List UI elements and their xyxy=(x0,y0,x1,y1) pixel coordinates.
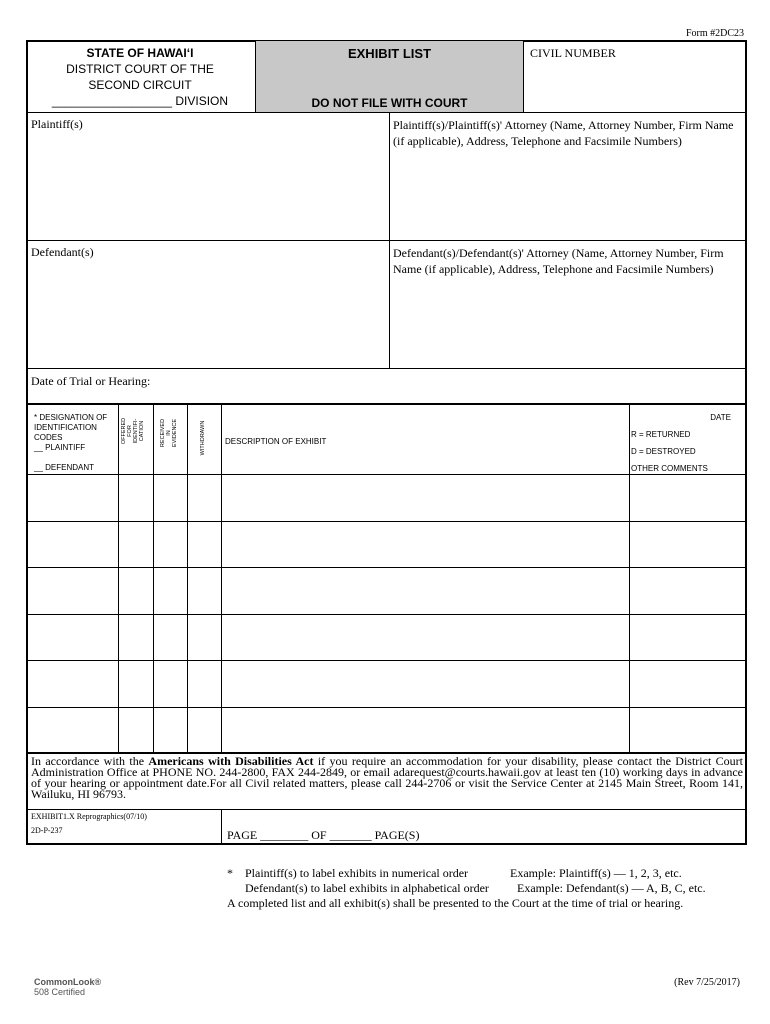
defendant-divider xyxy=(26,368,747,369)
court-line-state: STATE OF HAWAI‘I xyxy=(86,46,194,60)
table-row[interactable] xyxy=(28,569,745,613)
designation-line-3: CODES xyxy=(34,433,63,442)
instruction-defendant: Defendant(s) to label exhibits in alphabetical order xyxy=(245,881,489,895)
table-row[interactable] xyxy=(28,523,745,566)
destroyed-code: D = DESTROYED xyxy=(631,447,696,456)
page-title: EXHIBIT LIST xyxy=(347,46,432,61)
other-comments-label: OTHER COMMENTS xyxy=(631,464,708,473)
ada-notice-before: In accordance with the xyxy=(31,754,149,768)
table-header-bottom xyxy=(26,474,747,475)
court-line-circuit: SECOND CIRCUIT xyxy=(88,78,192,92)
badge-brand: CommonLook® xyxy=(34,977,102,987)
col-description-label: DESCRIPTION OF EXHIBIT xyxy=(225,437,327,446)
table-row[interactable] xyxy=(28,662,745,706)
table-row[interactable] xyxy=(28,709,745,751)
form-number: Form #2DC23 xyxy=(685,28,744,39)
instruction-line-1 xyxy=(227,866,747,881)
civil-number-label: CIVIL NUMBER xyxy=(530,46,616,60)
repro-code: EXHIBIT1.X Reprographics(07/10) xyxy=(31,812,147,821)
row-line-3 xyxy=(26,614,747,615)
designation-defendant: __ DEFENDANT xyxy=(34,463,95,472)
star-marker: * xyxy=(227,866,233,880)
example-plaintiff: Example: Plaintiff(s) — 1, 2, 3, etc. xyxy=(510,866,682,880)
page-box-divider xyxy=(221,809,222,845)
table-row[interactable] xyxy=(28,616,745,659)
plaintiff-field[interactable] xyxy=(30,134,385,236)
col-date-header xyxy=(631,413,745,474)
row-line-2 xyxy=(26,567,747,568)
designation-line-1: * DESIGNATION OF xyxy=(34,413,108,422)
designation-plaintiff: __ PLAINTIFF xyxy=(34,443,86,452)
page-subtitle: DO NOT FILE WITH COURT xyxy=(311,96,468,110)
returned-code: R = RETURNED xyxy=(631,430,691,439)
badge-cert: 508 Certified xyxy=(34,987,86,997)
page-number-line[interactable]: PAGE ________ OF _______ PAGE(S) xyxy=(227,828,420,842)
designation-header xyxy=(34,413,107,473)
date-label: DATE xyxy=(710,413,731,422)
designation-line-2: IDENTIFICATION xyxy=(34,423,97,432)
table-row[interactable] xyxy=(28,476,745,520)
row-line-1 xyxy=(26,521,747,522)
commonlook-badge xyxy=(34,977,101,997)
division-line: __________________ DIVISION xyxy=(51,94,229,108)
form-code: 2D-P-237 xyxy=(31,826,63,835)
row-line-5 xyxy=(26,707,747,708)
header-divider xyxy=(26,112,747,113)
defendant-field[interactable] xyxy=(30,262,385,364)
col-received-label: RECEIVED IN EVIDENCE xyxy=(160,418,178,448)
ada-notice xyxy=(31,756,743,800)
court-heading xyxy=(40,45,240,109)
col-withdrawn-label: WITHDRAWN xyxy=(200,420,206,456)
col-offered-label: OFFERED FOR IDENTIFI- CATION xyxy=(121,417,145,445)
label-instructions xyxy=(227,866,747,911)
plaintiff-attorney-label: Plaintiff(s)/Plaintiff(s)' Attorney (Name, Attorney Number, Firm Name (if applicable), Address, Telephone and Facsimile Numbers) xyxy=(393,118,734,148)
example-defendant: Example: Defendant(s) — A, B, C, etc. xyxy=(517,881,706,895)
civil-number-field[interactable] xyxy=(530,64,740,106)
trial-date-label: Date of Trial or Hearing: xyxy=(31,374,151,388)
defendant-attorney-label: Defendant(s)/Defendant(s)' Attorney (Name, Attorney Number, Firm Name (if applicable), Address, Telephone and Facsimile Numbers) xyxy=(393,246,724,276)
ada-notice-after: if you require an accommodation for your disability, please contact the District Court Administration Office at PHONE NO. 244-2800, FAX 244-2849, or email adarequest@courts.hawaii.gov at least ten (10) working days in advance of your hearing or appointment date.For all Civil related matters, please call 244-2706 or visit the Service Center at 2145 Main Street, Room 141, Wailuku, HI 96793. xyxy=(31,754,743,801)
plaintiff-divider xyxy=(26,240,747,241)
revision-date: (Rev 7/25/2017) xyxy=(674,977,740,988)
instruction-line-3: A completed list and all exhibit(s) shall be presented to the Court at the time of trial or hearing. xyxy=(227,896,684,910)
instruction-line-2 xyxy=(227,881,747,896)
defendant-label: Defendant(s) xyxy=(31,245,94,259)
instruction-plaintiff: Plaintiff(s) to label exhibits in numerical order xyxy=(245,866,469,880)
row-line-4 xyxy=(26,660,747,661)
plaintiff-label: Plaintiff(s) xyxy=(31,117,83,131)
ada-divider xyxy=(26,809,747,810)
trial-date-field[interactable] xyxy=(170,372,740,400)
ada-notice-act: Americans with Disabilities Act xyxy=(148,754,314,768)
court-line-district: DISTRICT COURT OF THE xyxy=(66,62,214,76)
defendant-attorney-field[interactable] xyxy=(393,280,743,364)
plaintiff-attorney-field[interactable] xyxy=(393,152,743,236)
